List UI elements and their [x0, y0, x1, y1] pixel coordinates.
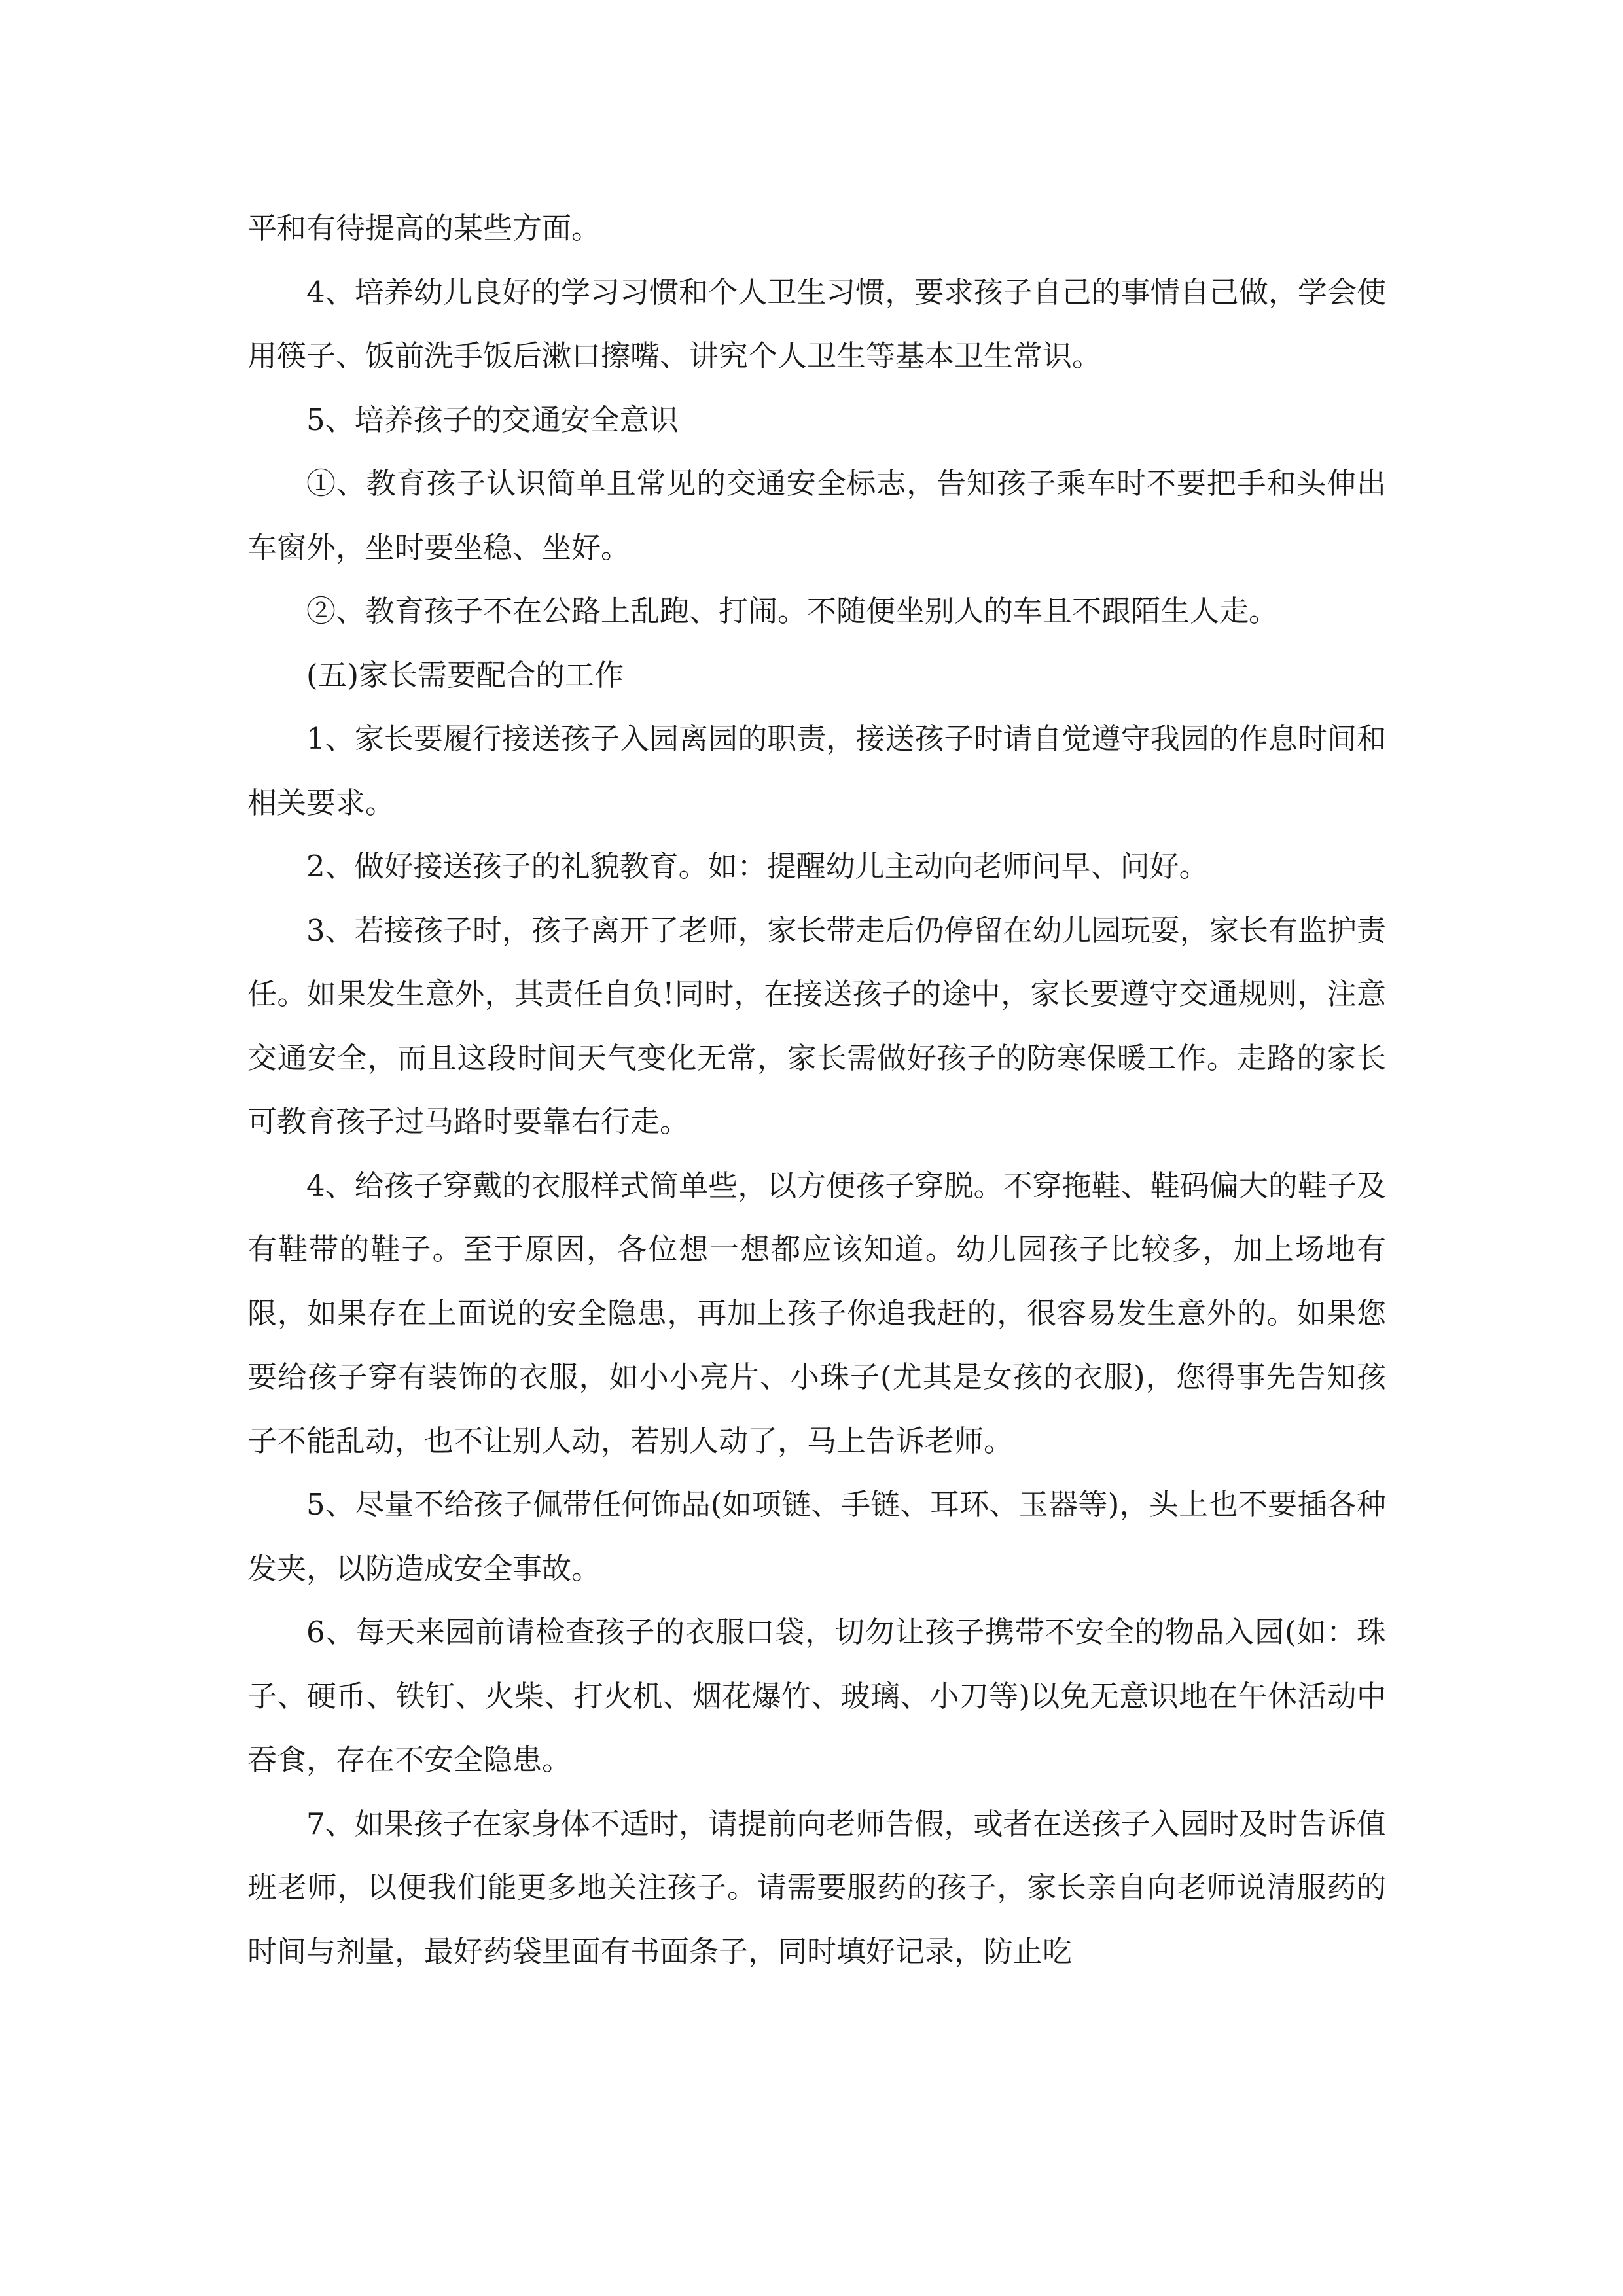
document-body [247, 196, 1386, 1983]
paragraph-continuation: 平和有待提高的某些方面。 [247, 211, 601, 245]
paragraph-traffic-signs: ①、教育孩子认识简单且常见的交通安全标志，告知孩子乘车时不要把手和头伸出车窗外，坐时要坐稳、坐好。 [247, 466, 1386, 565]
paragraph-item-4: 4、给孩子穿戴的衣服样式简单些，以方便孩子穿脱。不穿拖鞋、鞋码偏大的鞋子及有鞋带的鞋子。至于原因，各位想一想都应该知道。幼儿园孩子比较多，加上场地有限，如果存在上面说的安全隐患，再加上孩子你追我赶的，很容易发生意外的。如果您要给孩子穿有装饰的衣服，如小小亮片、小珠子(尤其是女孩的衣服)，您得事先告知孩子不能乱动，也不让别人动，若别人动了，马上告诉老师。 [247, 1168, 1386, 1458]
paragraph-hygiene-habits: 4、培养幼儿良好的学习习惯和个人卫生习惯，要求孩子自己的事情自己做，学会使用筷子、饭前洗手饭后漱口擦嘴、讲究个人卫生等基本卫生常识。 [247, 274, 1386, 373]
section-heading-parent-cooperation: (五)家长需要配合的工作 [306, 657, 624, 692]
paragraph-item-5: 5、尽量不给孩子佩带任何饰品(如项链、手链、耳环、玉器等)，头上也不要插各种发夹，以防造成安全事故。 [247, 1487, 1386, 1586]
paragraph-item-2: 2、做好接送孩子的礼貌教育。如：提醒幼儿主动向老师问早、问好。 [306, 849, 1209, 884]
paragraph-item-7: 7、如果孩子在家身体不适时，请提前向老师告假，或者在送孩子入园时及时告诉值班老师，以便我们能更多地关注孩子。请需要服药的孩子，家长亲自向老师说清服药的时间与剂量，最好药袋里面有书面条子，同时填好记录，防止吃 [247, 1806, 1386, 1969]
paragraph-item-6: 6、每天来园前请检查孩子的衣服口袋，切勿让孩子携带不安全的物品入园(如：珠子、硬币、铁钉、火柴、打火机、烟花爆竹、玻璃、小刀等)以免无意识地在午休活动中吞食，存在不安全隐患。 [247, 1615, 1386, 1777]
paragraph-item-3: 3、若接孩子时，孩子离开了老师，家长带走后仍停留在幼儿园玩耍，家长有监护责任。如果发生意外，其责任自负!同时，在接送孩子的途中，家长要遵守交通规则，注意交通安全，而且这段时间天气变化无常，家长需做好孩子的防寒保暖工作。走路的家长可教育孩子过马路时要靠右行走。 [247, 912, 1386, 1139]
paragraph-item-1: 1、家长要履行接送孩子入园离园的职责，接送孩子时请自觉遵守我园的作息时间和相关要求。 [247, 721, 1386, 820]
paragraph-road-safety: ②、教育孩子不在公路上乱跑、打闹。不随便坐别人的车且不跟陌生人走。 [306, 594, 1279, 628]
paragraph-traffic-safety-heading: 5、培养孩子的交通安全意识 [306, 402, 679, 437]
